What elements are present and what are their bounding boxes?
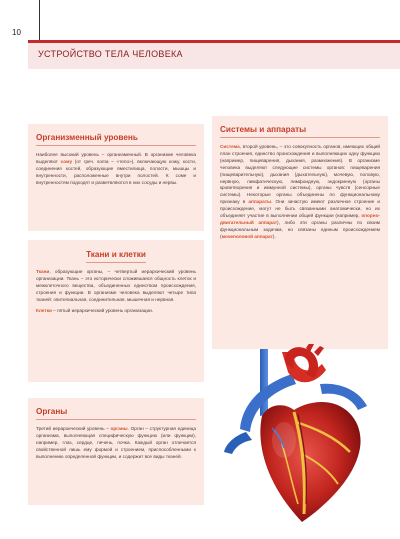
organs-box <box>28 398 204 505</box>
section-title: УСТРОЙСТВО ТЕЛА ЧЕЛОВЕКА <box>38 49 183 59</box>
tissues-cells-title: Ткани и клетки <box>86 250 146 259</box>
title-underline <box>220 137 380 138</box>
systems-apparatus-box <box>212 116 388 349</box>
cells-text: Клетки – пятый иерархический уровень организации. <box>36 307 154 313</box>
margin-line <box>39 0 40 44</box>
heart-illustration <box>222 344 372 534</box>
vena-cava <box>260 349 268 416</box>
organs-title: Органы <box>36 407 68 416</box>
title-underline <box>36 419 196 420</box>
section-header <box>28 40 400 69</box>
organism-level-text: Наиболее высокий уровень – организменный. В организме человека выделяют сому (от греч. soma – «тело»), включающую кожу, кости, соединения костей, образующие вместилища, полости, мышцы и внутренности, расположенные внутри полостей. К соме и внутренностям подходят и разветвляются в них сосуды и нервы. <box>36 152 196 185</box>
tissues-text: Ткани, образующие органы, – четвертый иерархический уровень организации. Ткань – это исторически сложившаяся общность клеток и межклеточного вещества, объединенных единством происхождения, строения и функции. В организме человека выделяют четыре типа тканей: эпителиальная, соединительная, мышечная и нервная. <box>36 269 196 302</box>
page-number: 10 <box>12 28 21 37</box>
title-underline <box>86 262 146 263</box>
organism-level-box <box>28 124 204 231</box>
organs-text: Третий иерархический уровень – органы. Орган – структурная единица организма, выполняющая специфическую функцию (или функции), например, глаз, сердце, печень, почка. Каждый орган отличается свойственной лишь ему формой и строением, приспособленными к выполнению определенной функции, и содержит все виды тканей. <box>36 426 196 459</box>
title-underline <box>36 145 196 146</box>
systems-apparatus-title: Системы и аппараты <box>220 125 307 134</box>
organism-level-title: Организменный уровень <box>36 133 138 142</box>
systems-text: Система, второй уровень, – это совокупность органов, имеющих общий план строения, единство происхождения и выполняющих одну функцию (например, пищеварения, дыхания, размножения). В организме человека выделяют следующие системы органов: пищеварения (пищеварительную), дыхания (дыхательную), мочевую, половую, нервную, лимфатическую, лимфоидную, эндокринную (органы кроветворения и иммунной системы), органы чувств (сенсорные системы). Некоторые органы объединены по функциональному признаку в аппараты. Они зачастую имеют различное строение и происхождение, могут не быть связанными анатомически, но их объединяет участие в выполнении общей функции (например, опорно-двигательный аппарат), либо эти органы различны по своим функциональным задачам, но связаны единым происхождением (мочеполовой аппарат). <box>220 144 380 239</box>
tissues-cells-box <box>28 240 204 382</box>
